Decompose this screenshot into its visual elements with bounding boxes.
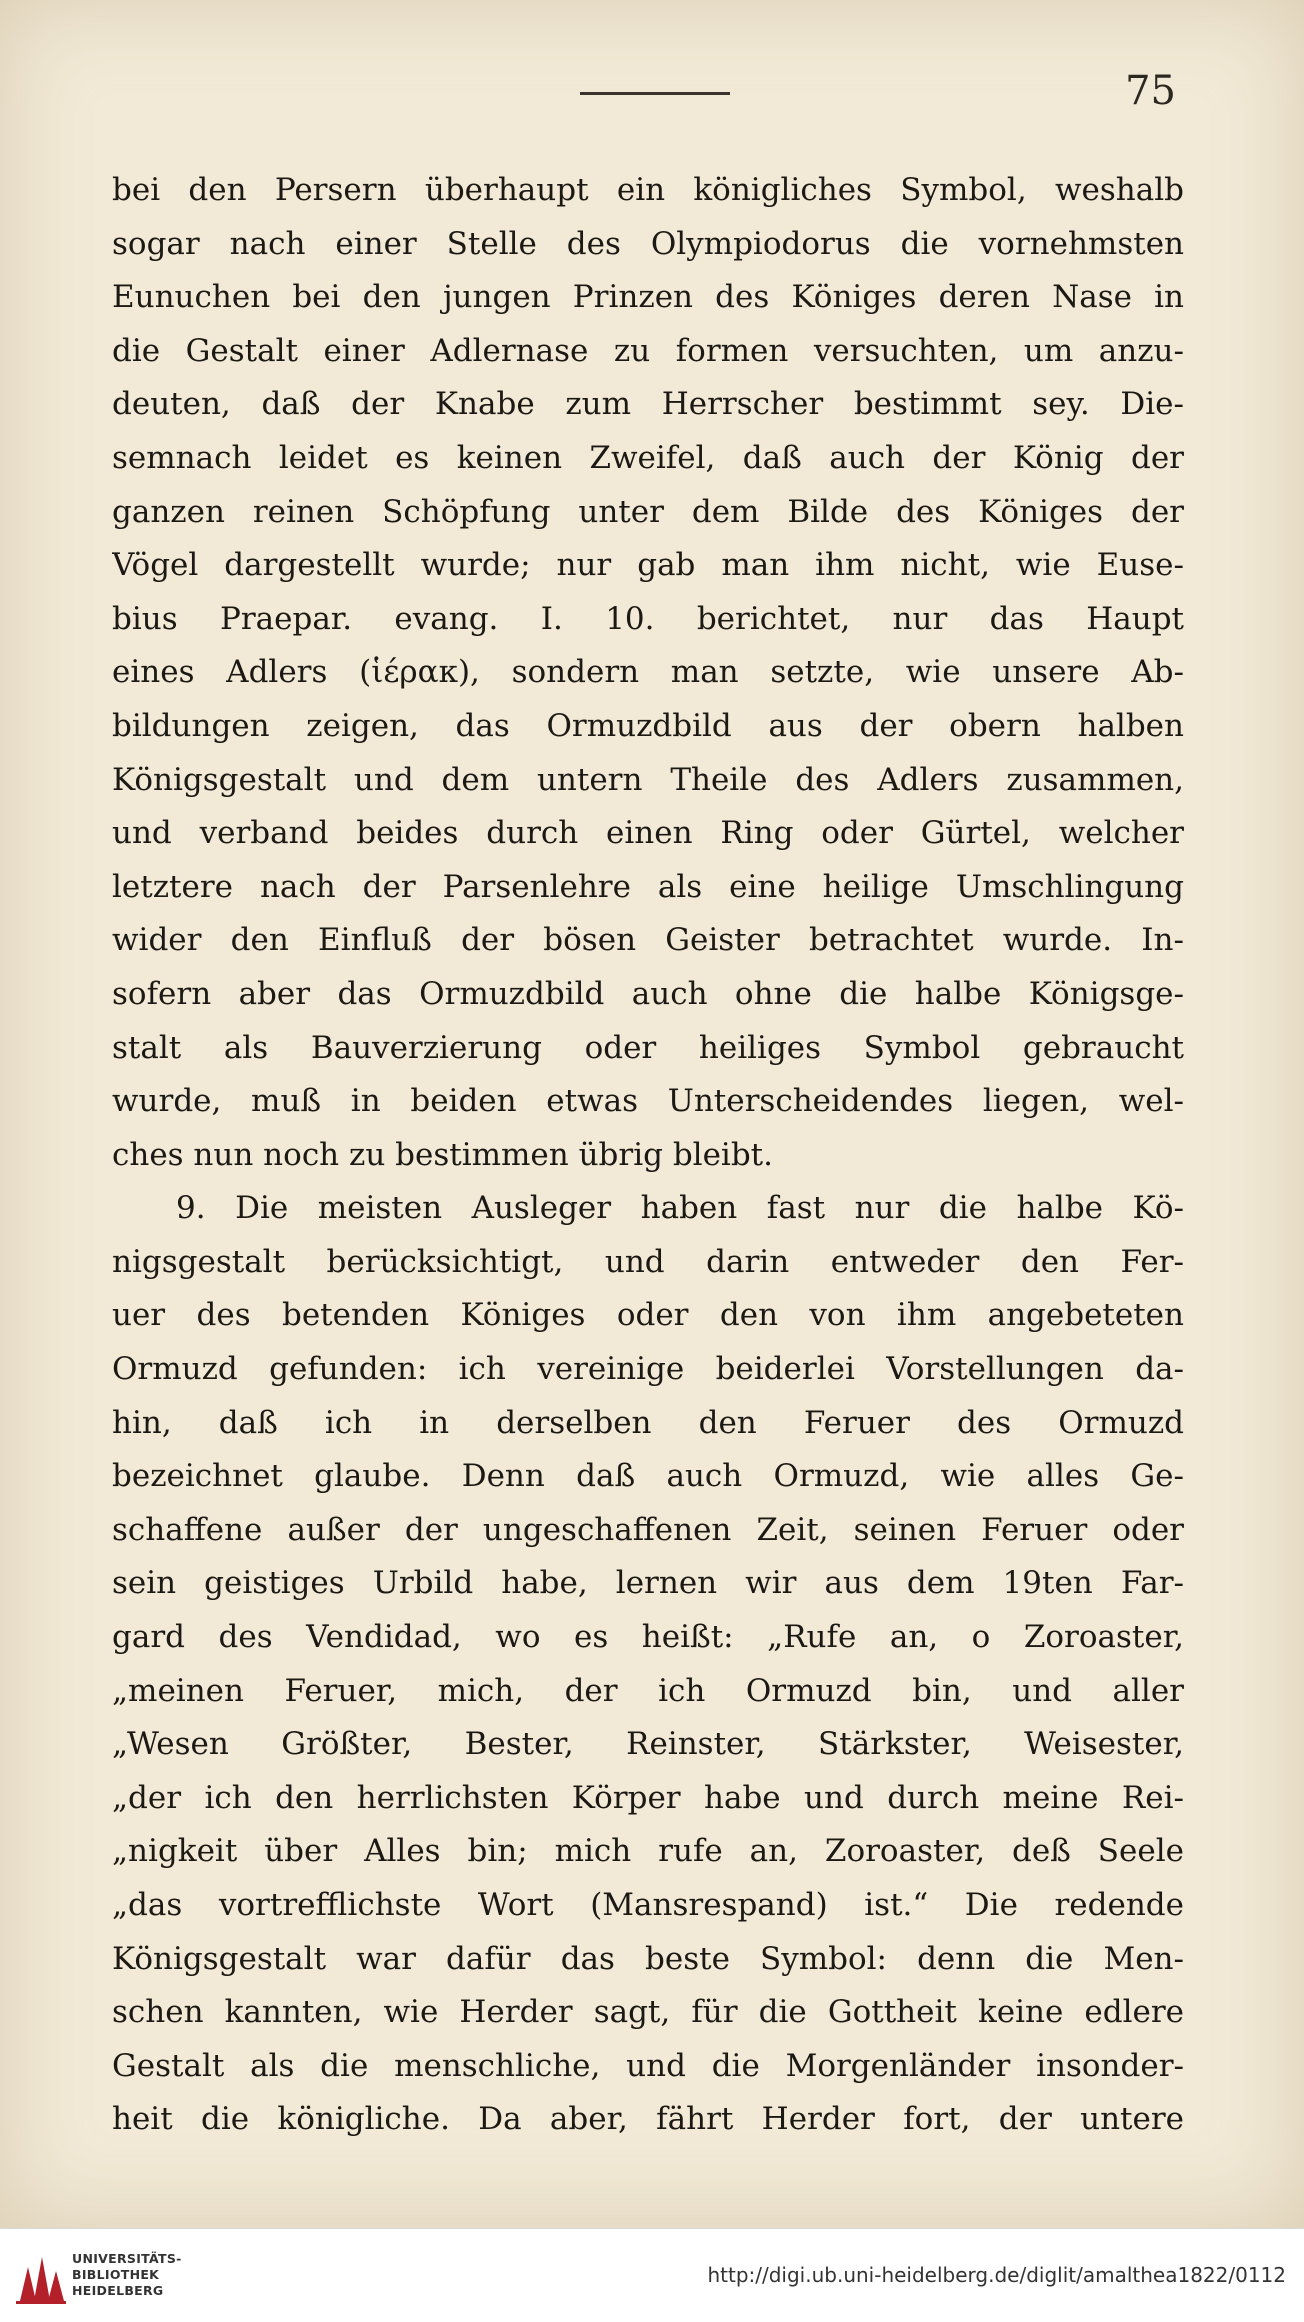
- text-line: 9. Die meisten Ausleger haben fast nur die halbe Kö-: [176, 1190, 1184, 1227]
- university-library-logo-icon: [14, 2249, 66, 2305]
- text-line: gard des Vendidad, wo es heißt: „Rufe an, o Zoroaster,: [112, 1619, 1184, 1656]
- library-name-line: BIBLIOTHEK: [72, 2267, 160, 2282]
- text-line: sofern aber das Ormuzdbild auch ohne die halbe Königsge-: [112, 975, 1184, 1012]
- text-line: uer des betenden Königes oder den von ihm angebeteten: [112, 1297, 1184, 1334]
- text-line: eines Adlers (ἱέρακ), sondern man setzte, wie unsere Ab-: [112, 654, 1184, 691]
- library-name-line: HEIDELBERG: [72, 2283, 164, 2298]
- text-line: nigsgestalt berücksichtigt, und darin entweder den Fer-: [112, 1243, 1184, 1280]
- text-line: semnach leidet es keinen Zweifel, daß auch der König der: [112, 439, 1184, 476]
- viewer-footer: [0, 2228, 1304, 2322]
- body-text: [112, 164, 1184, 2147]
- text-line: wurde, muß in beiden etwas Unterscheidendes liegen, wel-: [112, 1083, 1184, 1120]
- text-line: stalt als Bauverzierung oder heiliges Symbol gebraucht: [112, 1029, 1184, 1066]
- text-line: schaffene außer der ungeschaffenen Zeit, seinen Feruer oder: [112, 1511, 1184, 1548]
- text-line: die Gestalt einer Adlernase zu formen versuchten, um anzu-: [112, 332, 1184, 369]
- text-line: „das vortrefflichste Wort (Mansrespand) ist.“ Die redende: [112, 1887, 1184, 1923]
- text-line: schen kannten, wie Herder sagt, für die Gottheit keine edlere: [112, 1994, 1184, 2031]
- header-rule: [580, 92, 730, 95]
- text-line: ches nun noch zu bestimmen übrig bleibt.: [112, 1136, 773, 1173]
- text-line: deuten, daß der Knabe zum Herrscher bestimmt sey. Die-: [112, 386, 1184, 423]
- text-line: bezeichnet glaube. Denn daß auch Ormuzd, wie alles Ge-: [112, 1458, 1184, 1495]
- text-line: Eunuchen bei den jungen Prinzen des Königes deren Nase in: [112, 279, 1184, 316]
- permalink-url[interactable]: http://digi.ub.uni-heidelberg.de/diglit/amalthea1822/0112: [707, 2263, 1286, 2287]
- text-line: letztere nach der Parsenlehre als eine heilige Umschlingung: [112, 868, 1184, 905]
- page-number: 75: [1125, 68, 1176, 114]
- text-line: „der ich den herrlichsten Körper habe und durch meine Rei-: [112, 1779, 1184, 1816]
- text-line: Vögel dargestellt wurde; nur gab man ihm nicht, wie Euse-: [112, 547, 1184, 584]
- text-line: heit die königliche. Da aber, fährt Herder fort, der untere: [112, 2101, 1184, 2138]
- text-line: Königsgestalt war dafür das beste Symbol: denn die Men-: [112, 1940, 1184, 1977]
- text-line: sein geistiges Urbild habe, lernen wir aus dem 19ten Far-: [112, 1565, 1184, 1602]
- text-line: Gestalt als die menschliche, und die Morgenländer insonder-: [112, 2047, 1184, 2084]
- text-line: ganzen reinen Schöpfung unter dem Bilde des Königes der: [112, 493, 1184, 530]
- text-line: und verband beides durch einen Ring oder Gürtel, welcher: [112, 815, 1184, 852]
- text-line: bius Praepar. evang. I. 10. berichtet, nur das Haupt: [112, 600, 1184, 637]
- text-line: bildungen zeigen, das Ormuzdbild aus der obern halben: [112, 707, 1184, 744]
- text-line: „Wesen Größter, Bester, Reinster, Stärkster, Weisester,: [112, 1726, 1184, 1763]
- text-line: hin, daß ich in derselben den Feruer des Ormuzd: [112, 1404, 1184, 1441]
- text-line: sogar nach einer Stelle des Olympiodorus die vornehmsten: [112, 225, 1184, 262]
- text-line: „meinen Feruer, mich, der ich Ormuzd bin, und aller: [112, 1672, 1184, 1709]
- text-line: Königsgestalt und dem untern Theile des Adlers zusammen,: [112, 761, 1184, 798]
- text-line: „nigkeit über Alles bin; mich rufe an, Zoroaster, deß Seele: [112, 1833, 1184, 1870]
- library-name: [72, 2251, 182, 2299]
- text-line: Ormuzd gefunden: ich vereinige beiderlei Vorstellungen da-: [112, 1351, 1184, 1388]
- text-line: bei den Persern überhaupt ein königliches Symbol, weshalb: [112, 172, 1184, 208]
- text-line: wider den Einfluß der bösen Geister betrachtet wurde. In-: [112, 922, 1184, 959]
- library-name-line: UNIVERSITÄTS-: [72, 2251, 182, 2266]
